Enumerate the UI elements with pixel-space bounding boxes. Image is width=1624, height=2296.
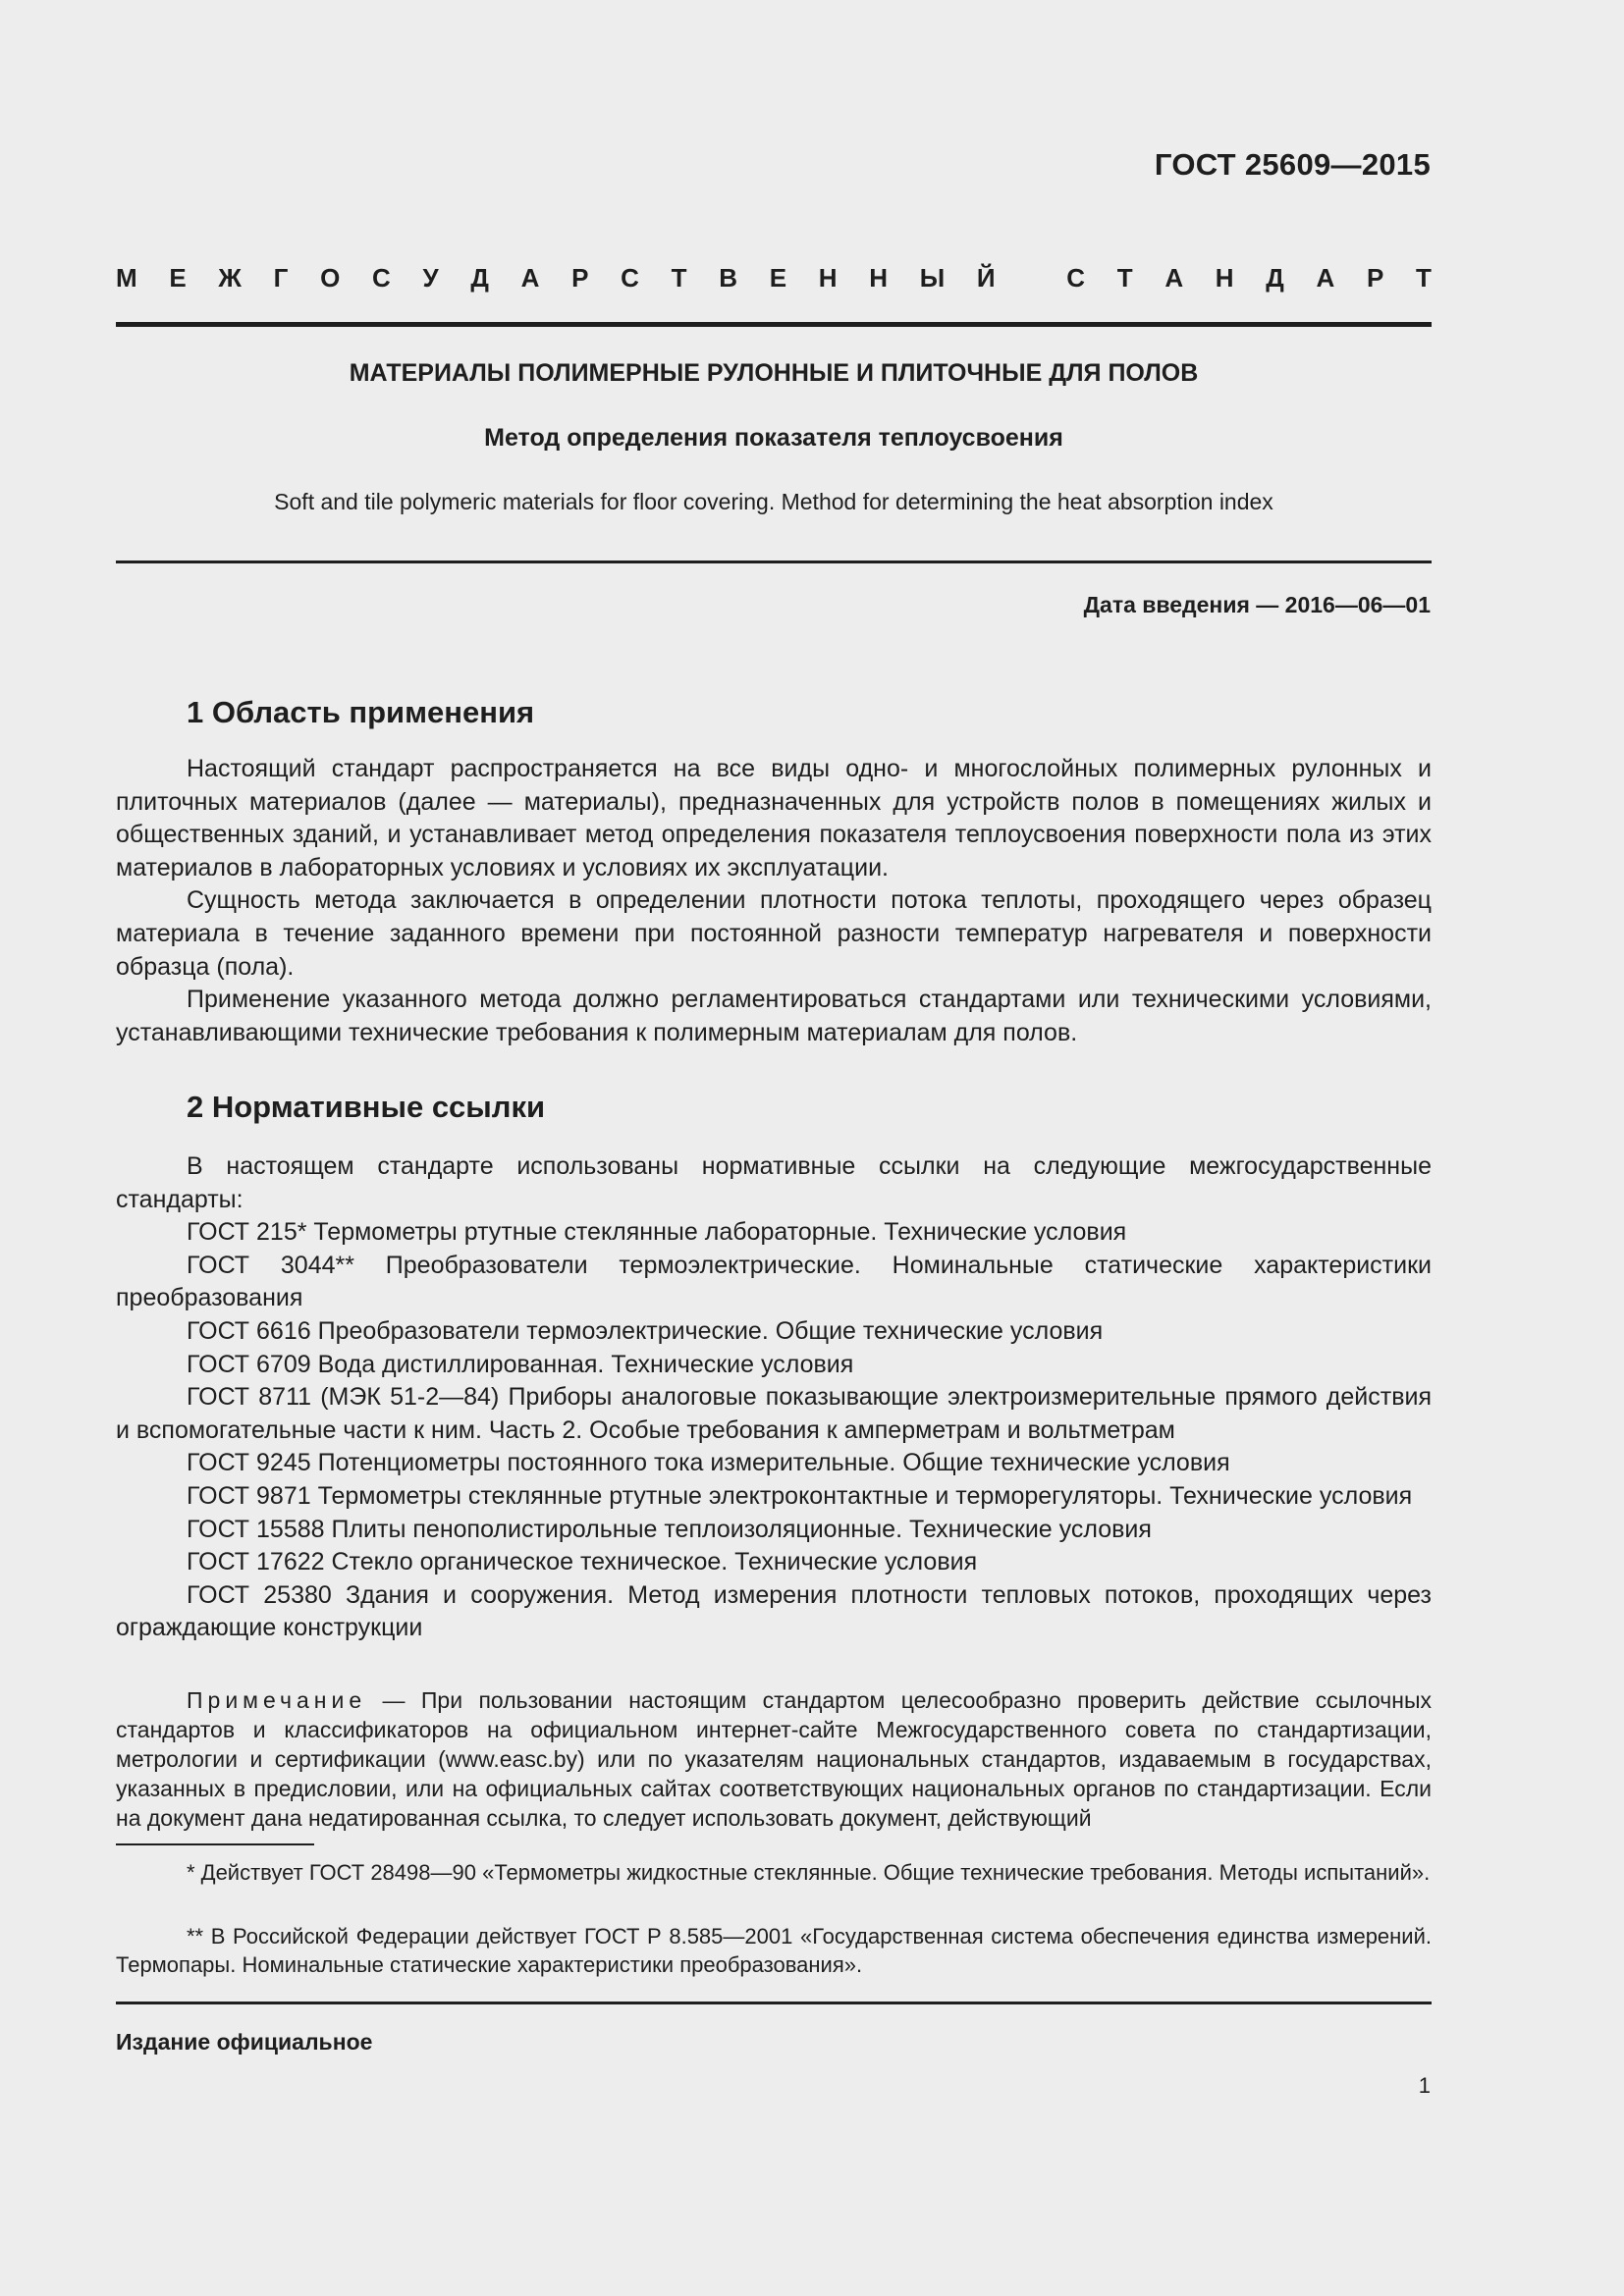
spaced-letter: Т	[1116, 263, 1133, 293]
reference-title: Потенциометры постоянного тока измерительные. Общие технические условия	[317, 1449, 1230, 1477]
spaced-letter: Н	[818, 263, 838, 293]
spaced-letter: С	[372, 263, 391, 293]
reference-code: ГОСТ 15588	[187, 1515, 325, 1543]
reference-title: Термометры ртутные стеклянные лабораторные. Технические условия	[313, 1218, 1127, 1247]
reference-item	[116, 1447, 1432, 1480]
reference-title: Преобразователи термоэлектрические. Номинальные статические характеристики преобразования	[116, 1251, 1432, 1312]
standard-type-label	[116, 263, 1432, 294]
section-1-body	[116, 753, 1432, 1049]
title-rule	[116, 561, 1432, 563]
reference-item	[116, 1480, 1432, 1514]
section-2-body	[116, 1150, 1432, 1645]
paragraph: Применение указанного метода должно регламентироваться стандартами или техническими условиями, устанавливающими технические требования к полимерным материалам для полов.	[116, 986, 1432, 1046]
spaced-letter: О	[320, 263, 341, 293]
gost-code: ГОСТ 25609—2015	[1154, 147, 1431, 182]
reference-title: Плиты пенополистирольные теплоизоляционные. Технические условия	[331, 1515, 1152, 1543]
document-subtitle: Метод определения показателя теплоусвоения	[484, 424, 1063, 452]
spaced-letter: А	[1316, 263, 1335, 293]
reference-title: Термометры стеклянные ртутные электроконтактные и терморегуляторы. Технические условия	[317, 1481, 1413, 1510]
reference-code: ГОСТ 3044**	[187, 1251, 354, 1279]
reference-item	[116, 1546, 1432, 1579]
footnote-separator	[116, 1843, 314, 1845]
spaced-letter: Е	[769, 263, 787, 293]
word-gap	[1027, 263, 1034, 294]
spaced-letter: Н	[1215, 263, 1234, 293]
spaced-letter: Ж	[218, 263, 242, 293]
spaced-letter: Р	[1367, 263, 1384, 293]
reference-code: ГОСТ 25380	[187, 1580, 332, 1609]
spaced-letter: С	[1066, 263, 1086, 293]
spaced-letter: Д	[470, 263, 489, 293]
reference-item	[116, 1315, 1432, 1349]
reference-title: Здания и сооружения. Метод измерения плотности тепловых потоков, проходящих через ограждающие конструкции	[116, 1580, 1432, 1642]
reference-item	[116, 1381, 1432, 1447]
reference-code: ГОСТ 215*	[187, 1218, 307, 1247]
spaced-letter: М	[116, 263, 137, 293]
reference-code: ГОСТ 9871	[187, 1481, 311, 1510]
spaced-letter: Е	[169, 263, 187, 293]
paragraph: В настоящем стандарте использованы нормативные ссылки на следующие межгосударственные стандарты:	[116, 1152, 1432, 1213]
note	[116, 1685, 1432, 1833]
spaced-letter: Ы	[919, 263, 946, 293]
spaced-letter: У	[422, 263, 439, 293]
reference-code: ГОСТ 9245	[187, 1449, 311, 1477]
document-title: МАТЕРИАЛЫ ПОЛИМЕРНЫЕ РУЛОННЫЕ И ПЛИТОЧНЫЕ ДЛЯ ПОЛОВ	[349, 359, 1199, 387]
spaced-letter: Р	[571, 263, 589, 293]
reference-item	[116, 1349, 1432, 1382]
footnote-text: * Действует ГОСТ 28498—90 «Термометры жидкостные стеклянные. Общие технические требования. Методы испытаний».	[187, 1860, 1431, 1885]
bottom-rule	[116, 2002, 1432, 2004]
english-title: Soft and tile polymeric materials for floor covering. Method for determining the heat absorption index	[274, 489, 1273, 514]
spaced-letter: А	[520, 263, 540, 293]
reference-code: ГОСТ 6616	[187, 1316, 311, 1345]
paragraph: Настоящий стандарт распространяется на все виды одно- и многослойных полимерных рулонных и плиточных материалов (далее — материалы), предназначенных для устройств полов в помещениях жилых и общественных зданий, и устанавливает метод определения показателя теплоусвоения поверхности пола из этих материалов в лабораторных условиях и условиях их эксплуатации.	[116, 755, 1432, 881]
paragraph: Сущность метода заключается в определении плотности потока теплоты, проходящего через образец материала в течение заданного времени при постоянной разности температур нагревателя и поверхности образца (пола).	[116, 886, 1432, 981]
reference-item	[116, 1579, 1432, 1645]
spaced-letter: Т	[671, 263, 687, 293]
section-1-heading: 1 Область применения	[187, 695, 535, 729]
reference-code: ГОСТ 6709	[187, 1350, 311, 1378]
spaced-letter: Й	[976, 263, 996, 293]
reference-title: Преобразователи термоэлектрические. Общие технические условия	[317, 1316, 1104, 1345]
introduction-date: Дата введения — 2016—06—01	[1083, 592, 1431, 617]
note-paragraph	[116, 1685, 1432, 1833]
reference-code: ГОСТ 8711 (МЭК 51-2—84)	[187, 1383, 500, 1412]
reference-item	[116, 1216, 1432, 1250]
reference-item	[116, 1514, 1432, 1547]
reference-title: Вода дистиллированная. Технические условия	[317, 1350, 854, 1378]
section-2-heading: 2 Нормативные ссылки	[187, 1090, 546, 1124]
spaced-letter: С	[621, 263, 639, 293]
spaced-letter: Т	[1416, 263, 1432, 293]
spaced-letter: А	[1164, 263, 1184, 293]
reference-code: ГОСТ 17622	[187, 1548, 325, 1576]
note-label: Примечание	[187, 1687, 367, 1713]
footnote-1	[116, 1858, 1432, 1887]
spaced-letter: Д	[1266, 263, 1284, 293]
footnote-text: ** В Российской Федерации действует ГОСТ Р 8.585—2001 «Государственная система обеспечения единства измерений. Термопары. Номинальные статические характеристики преобразования».	[116, 1924, 1432, 1977]
page-number: 1	[1418, 2073, 1431, 2098]
reference-list	[116, 1216, 1432, 1645]
spaced-letter: Г	[273, 263, 289, 293]
top-rule	[116, 322, 1432, 327]
edition-label: Издание официальное	[116, 2029, 373, 2055]
reference-item	[116, 1250, 1432, 1315]
footnote-2	[116, 1922, 1432, 1979]
reference-title: Приборы аналоговые показывающие электроизмерительные прямого действия и вспомогательные части к ним. Часть 2. Особые требования к амперметрам и вольтметрам	[116, 1383, 1432, 1444]
spaced-letter: Н	[869, 263, 889, 293]
reference-title: Стекло органическое техническое. Технические условия	[331, 1548, 978, 1576]
note-text: — При пользовании настоящим стандартом целесообразно проверить действие ссылочных стандартов и классификаторов на официальном интернет-сайте Межгосударственного совета по стандартизации, метрологии и сертификации (www.easc.by) или по указателям национальных стандартов, издаваемым в государствах, указанных в предисловии, или на официальных сайтах соответствующих национальных органов по стандартизации. Если на документ дана недатированная ссылка, то следует использовать документ, действующий	[116, 1687, 1432, 1831]
spaced-letter: В	[719, 263, 738, 293]
